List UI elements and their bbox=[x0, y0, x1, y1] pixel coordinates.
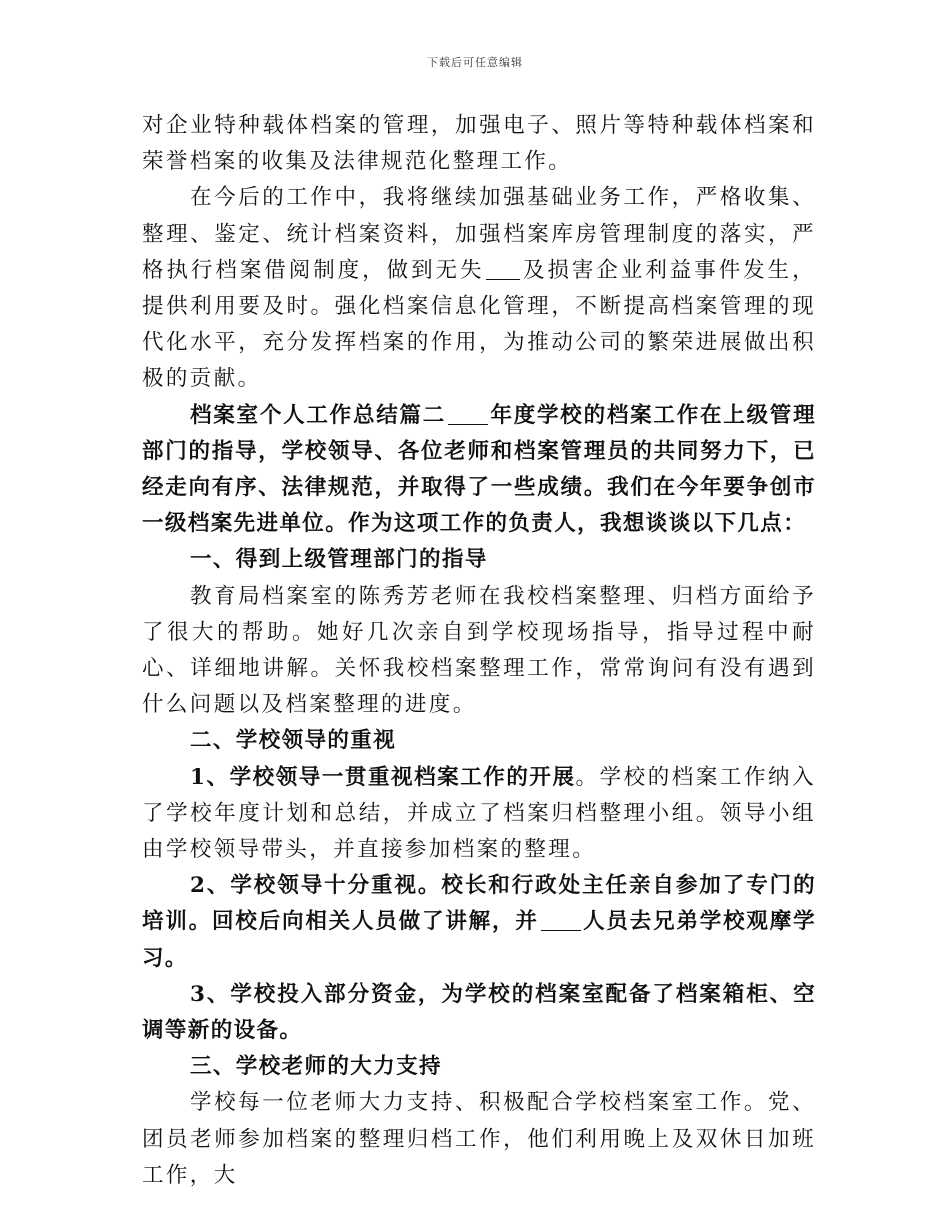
paragraph-leadership-3: 3、学校投入部分资金，为学校的档案室配备了档案箱柜、空调等新的设备。 bbox=[142, 981, 816, 1044]
paragraph-text: 。学校的档案工作纳入了学校年度计划和总结，并成立了档案归档整理小组。领导小组由学校领导带头，并直接参加档案的整理。 bbox=[142, 764, 816, 863]
paragraph-text: 年度学校的档案工作在上级管理部门的指导，学校领导、各位老师和档案管理员的共同努力下，已经走向有序、法律规范，并取得了一些成绩。我们在今年要争创市一级档案先进单位。作为这项工作的负责人，我想谈谈以下几点： bbox=[142, 402, 816, 537]
paragraph-teachers: 学校每一位老师大力支持、积极配合学校档案室工作。党、团员老师参加档案的整理归档工作，他们利用晚上及双休日加班工作，大 bbox=[142, 1090, 816, 1188]
heading-leadership: 二、学校领导的重视 bbox=[190, 728, 397, 754]
paragraph-bold-lead: 1、学校领导一贯重视档案工作的开展 bbox=[190, 764, 576, 790]
paragraph-future-work bbox=[142, 180, 816, 397]
paragraph-text: 在今后的工作中，我将继续加强基础业务工作，严格收集、整理、鉴定、统计档案资料，加强档案库房管理制度的落实，严格执行档案借阅制度，做到无失 bbox=[142, 185, 816, 283]
paragraph-leadership-2 bbox=[142, 868, 816, 977]
section-intro-paragraph bbox=[142, 398, 816, 543]
paragraph-text: 人员去兄弟学校观摩学习。 bbox=[142, 909, 816, 971]
paragraph-text: 及损害企业利益事件发生，提供利用要及时。强化档案信息化管理，不断提高档案管理的现代化水平，充分发挥档案的作用，为推动公司的繁荣进展做出积极的贡献。 bbox=[142, 257, 816, 392]
blank-underline bbox=[448, 406, 488, 425]
paragraph-text: 2、学校领导十分重视。校长和行政处主任亲自参加了专门的培训。回校后向相关人员做了讲解，并 bbox=[142, 873, 816, 935]
heading-guidance: 一、得到上级管理部门的指导 bbox=[190, 547, 488, 573]
blank-underline bbox=[541, 912, 581, 931]
blank-underline bbox=[486, 261, 520, 280]
paragraph-leadership-1 bbox=[142, 760, 816, 869]
paragraph-guidance: 教育局档案室的陈秀芳老师在我校档案整理、归档方面给予了很大的帮助。她好几次亲自到学校现场指导，指导过程中耐心、详细地讲解。关怀我校档案整理工作，常常询问有没有遇到什么问题以及档案整理的进度。 bbox=[142, 583, 816, 718]
heading-teachers: 三、学校老师的大力支持 bbox=[190, 1054, 442, 1080]
paragraph-continuation bbox=[142, 108, 816, 180]
page-header: 下载后可任意编辑 bbox=[427, 56, 523, 69]
paragraph-text: 对企业特种载体档案的管理，加强电子、照片等特种载体档案和荣誉档案的收集及法律规范化整理工作。 bbox=[142, 113, 816, 175]
document-body bbox=[142, 108, 816, 1194]
paragraph-text: 档案室个人工作总结篇二 bbox=[190, 402, 447, 428]
